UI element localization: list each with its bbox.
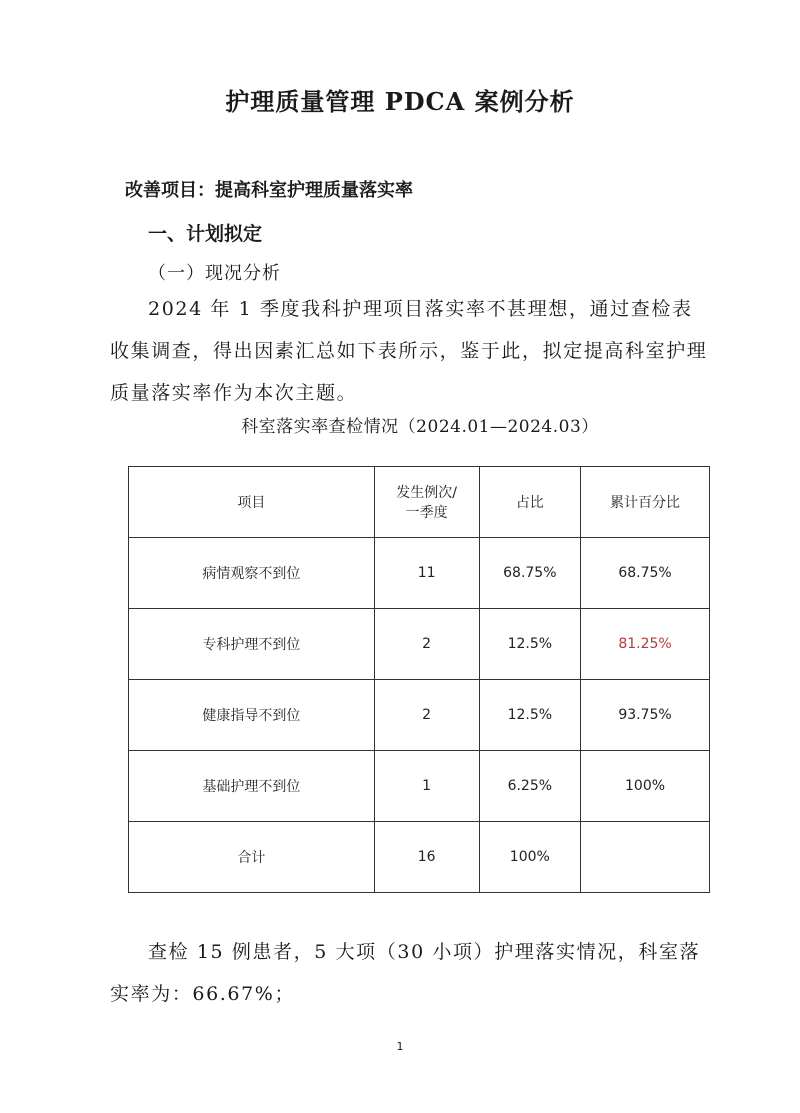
table-row [129, 751, 710, 822]
cell-item: 专科护理不到位 [129, 609, 375, 680]
cell-count: 2 [374, 609, 479, 680]
paragraph-text: 2024 年 1 季度我科护理项目落实率不甚理想，通过查检表收集调查，得出因素汇总如下表所示，鉴于此，拟定提高科室护理质量落实率作为本次主题。 [110, 298, 708, 404]
cell-item: 合计 [129, 822, 375, 893]
header-item: 项目 [129, 467, 375, 538]
subsection-heading-status: （一）现况分析 [148, 263, 281, 284]
table-header-row [129, 467, 710, 538]
cell-cumulative [581, 822, 710, 893]
table-caption: 科室落实率查检情况（2024.01—2024.03） [241, 417, 599, 437]
cell-cumulative: 68.75% [581, 538, 710, 609]
paragraph-text: 查检 15 例患者，5 大项（30 小项）护理落实情况，科室落实率为：66.67%； [110, 941, 701, 1005]
table-row [129, 538, 710, 609]
cell-cumulative-highlighted: 81.25% [581, 609, 710, 680]
table-row [129, 609, 710, 680]
header-count-line2: 一季度 [405, 505, 448, 521]
cell-item: 基础护理不到位 [129, 751, 375, 822]
cell-percent: 12.5% [479, 609, 580, 680]
table-row [129, 680, 710, 751]
inspection-table [128, 466, 710, 893]
project-line: 改善项目：提高科室护理质量落实率 [125, 180, 413, 201]
document-title: 护理质量管理 PDCA 案例分析 [225, 87, 575, 116]
cell-count: 2 [374, 680, 479, 751]
table-row-total [129, 822, 710, 893]
header-percent: 占比 [479, 467, 580, 538]
cell-count: 11 [374, 538, 479, 609]
cell-percent: 6.25% [479, 751, 580, 822]
cell-percent: 12.5% [479, 680, 580, 751]
paragraph-status-analysis [110, 288, 710, 414]
cell-percent: 68.75% [479, 538, 580, 609]
cell-item: 病情观察不到位 [129, 538, 375, 609]
cell-count: 1 [374, 751, 479, 822]
cell-item: 健康指导不到位 [129, 680, 375, 751]
cell-count: 16 [374, 822, 479, 893]
section-heading-plan: 一、计划拟定 [148, 223, 263, 245]
header-cumulative: 累计百分比 [581, 467, 710, 538]
cell-cumulative: 93.75% [581, 680, 710, 751]
paragraph-inspection-result [110, 931, 710, 1015]
cell-cumulative: 100% [581, 751, 710, 822]
page-number: 1 [396, 1040, 404, 1053]
header-count-line1: 发生例次/ [396, 485, 457, 501]
header-count [374, 467, 479, 538]
cell-percent: 100% [479, 822, 580, 893]
